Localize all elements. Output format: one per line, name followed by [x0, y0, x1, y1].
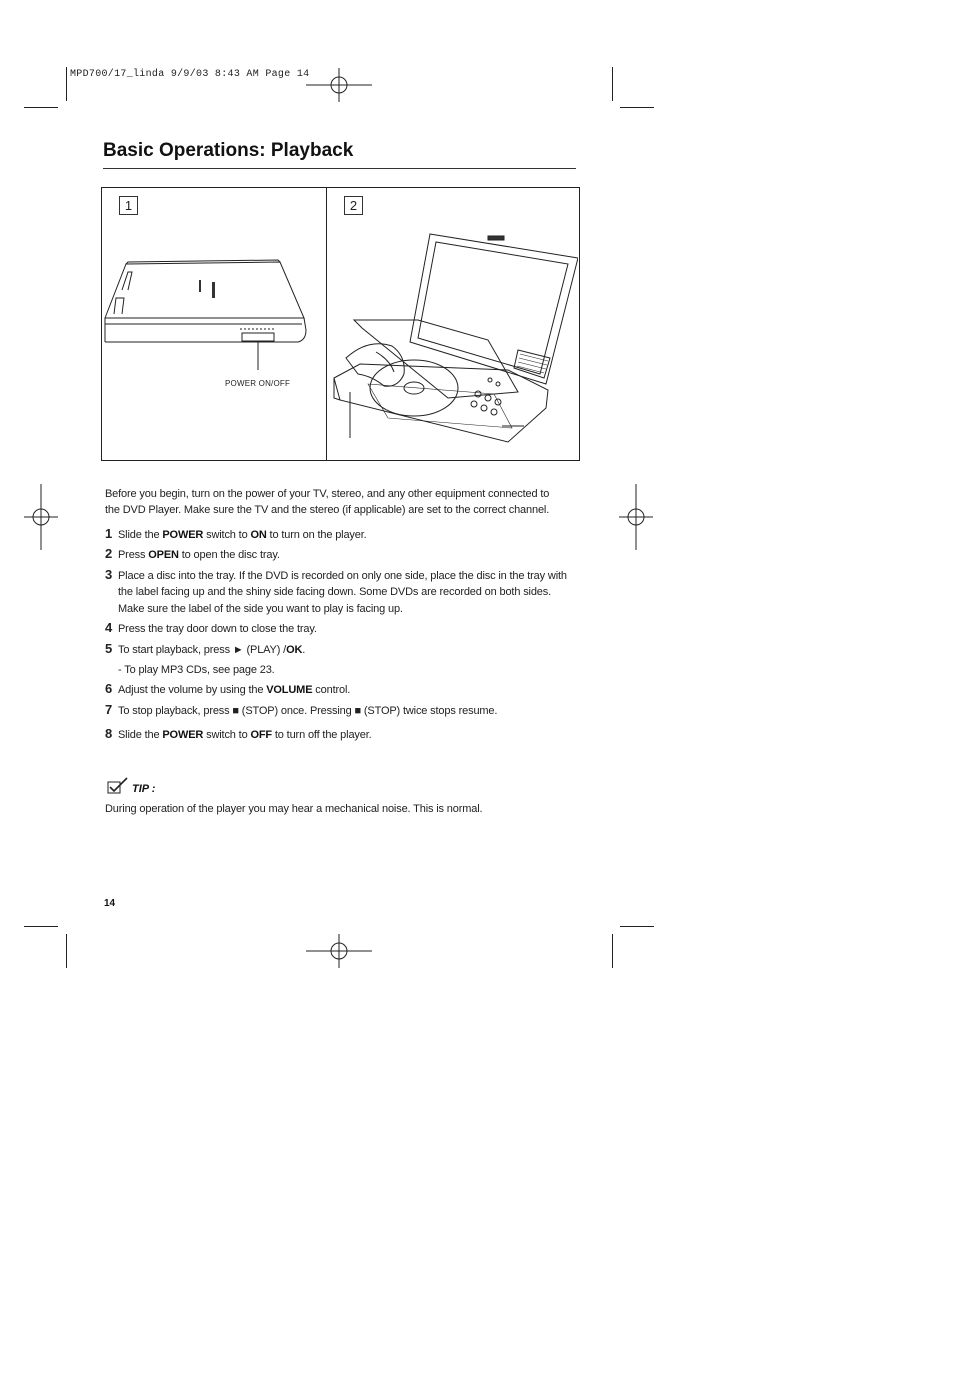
step-4-number: 4	[105, 620, 113, 635]
figure-divider	[326, 187, 327, 460]
step-4: 4 Press the tray door down to close the tray.	[105, 620, 317, 635]
page-number: 14	[104, 898, 116, 909]
step-6-number: 6	[105, 681, 113, 696]
step-3: 3 Place a disc into the tray. If the DVD is recorded on only one side, place the disc in the tray with the label facing up and the shiny side facing down. Some DVDs are recorded on both sides. Make sure the label of the side you want to play is facing up.	[105, 567, 567, 615]
step-6: 6 Adjust the volume by using the VOLUME control.	[105, 681, 351, 696]
figure-2-number: 2	[344, 196, 363, 215]
step-8-number: 8	[105, 726, 113, 741]
tip-text: During operation of the player you may hear a mechanical noise. This is normal.	[105, 803, 483, 815]
step-5: 5 To start playback, press ► (PLAY) /OK. - To play MP3 CDs, see page 23.	[105, 642, 567, 679]
open-player-illustration	[328, 228, 578, 458]
figure-1-number: 1	[119, 196, 138, 215]
page-title: Basic Operations: Playback	[103, 140, 354, 161]
stop-icon: ■	[232, 705, 239, 717]
title-rule	[103, 168, 576, 169]
step-8: 8 Slide the POWER switch to OFF to turn off the player.	[105, 726, 372, 741]
step-7-number: 7	[105, 702, 113, 717]
closed-player-illustration	[102, 250, 324, 370]
step-1: 1 Slide the POWER switch to ON to turn on the player.	[105, 526, 367, 541]
tip-label: TIP :	[132, 783, 156, 795]
step-7: 7 To stop playback, press ■ (STOP) once. Pressing ■ (STOP) twice stops resume.	[105, 702, 498, 717]
step-5-number: 5	[105, 641, 113, 656]
play-icon: ►	[232, 644, 244, 656]
print-slug: MPD700/17_linda 9/9/03 8:43 AM Page 14	[70, 69, 310, 80]
step-5-note: - To play MP3 CDs, see page 23.	[118, 664, 275, 677]
step-2: 2 Press OPEN to open the disc tray.	[105, 546, 280, 561]
intro-paragraph: Before you begin, turn on the power of your TV, stereo, and any other equipment connected to the DVD Player. Make sure the TV and the stereo (if applicable) are set to the correct channel.	[105, 488, 550, 517]
step-1-number: 1	[105, 526, 113, 541]
power-onoff-caption: POWER ON/OFF	[225, 379, 291, 388]
step-3-number: 3	[105, 567, 113, 582]
checkbox-tick-icon	[107, 777, 129, 795]
stop-icon: ■	[354, 705, 361, 717]
step-2-number: 2	[105, 546, 113, 561]
